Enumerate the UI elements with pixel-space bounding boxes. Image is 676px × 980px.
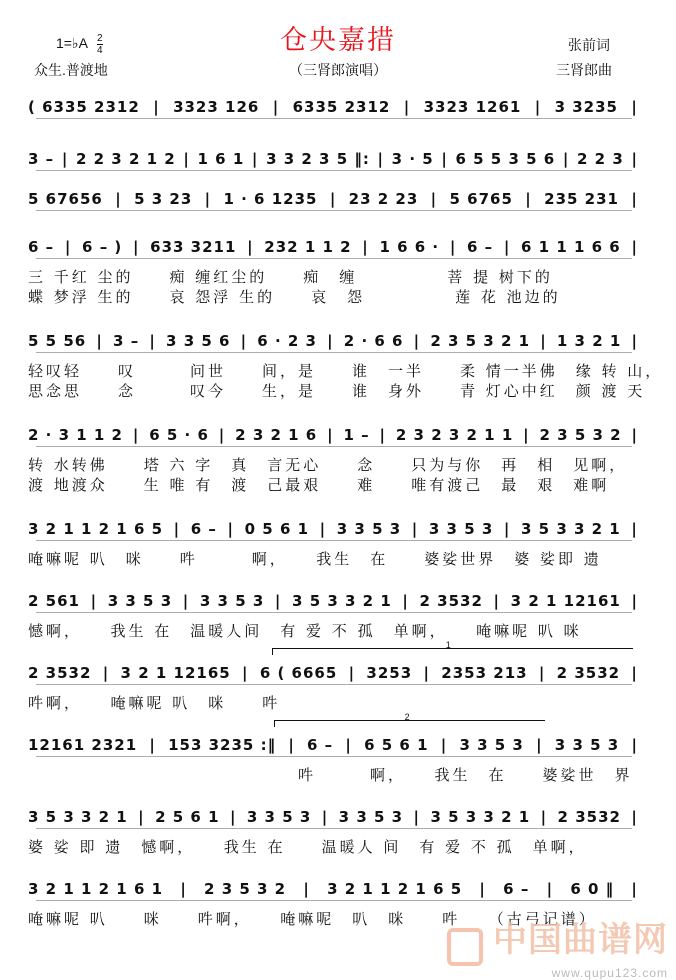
barline: | bbox=[183, 150, 190, 168]
barline: | bbox=[631, 98, 638, 116]
barline: | bbox=[413, 332, 421, 350]
measure: 1 – bbox=[343, 426, 370, 444]
barline: | bbox=[430, 190, 438, 208]
barline: | bbox=[173, 520, 181, 538]
measure: 3 3 5 3 bbox=[554, 736, 620, 754]
lyric-line: 吽啊， 唵嘛呢 叭 咪 吽 bbox=[28, 694, 281, 712]
measure: 232 1 1 2 bbox=[264, 238, 352, 256]
measure: 3 – bbox=[113, 332, 140, 350]
measure: 12161 2321 bbox=[28, 736, 138, 754]
measure: 3 5 3 3 2 1 bbox=[292, 592, 392, 610]
barline: | bbox=[182, 592, 190, 610]
lyric-line: 唵嘛呢 叭 咪 吽 啊， 我生 在 婆娑世界 婆 娑即 遗 bbox=[28, 550, 602, 568]
song-title: 仓央嘉措 bbox=[280, 25, 396, 56]
beam-line bbox=[36, 828, 632, 829]
measure: 1 · 6 1235 bbox=[223, 190, 318, 208]
second-ending-bracket bbox=[274, 712, 545, 727]
measure: 6 – bbox=[466, 238, 494, 256]
barline: | bbox=[479, 880, 486, 898]
beam-line bbox=[36, 540, 632, 541]
barline: | bbox=[345, 736, 352, 754]
barline: | bbox=[493, 592, 501, 610]
measure: 2353 213 bbox=[441, 664, 528, 682]
barline: | bbox=[379, 426, 386, 444]
measure: 5 5 56 bbox=[28, 332, 87, 350]
beam-line bbox=[36, 210, 632, 211]
measure: 6 1 1 1 6 6 bbox=[521, 238, 621, 256]
lyricist-credit: 张前词 bbox=[568, 37, 610, 53]
measure: 3 3 2 3 5 ‖: bbox=[266, 150, 370, 168]
barline: | bbox=[153, 98, 160, 116]
measure: 2 3 2 3 2 1 1 bbox=[395, 426, 514, 444]
music-row bbox=[28, 736, 638, 762]
barline: | bbox=[377, 150, 384, 168]
measure: 2 3 5 3 2 1 bbox=[430, 332, 531, 350]
watermark-logo: 中国曲谱网 bbox=[493, 920, 668, 960]
measure: 3 2 1 1 2 1 6 1 bbox=[28, 880, 164, 898]
measure: 6335 2312 bbox=[292, 98, 391, 116]
barline: | bbox=[229, 808, 237, 826]
site-logo-icon bbox=[447, 928, 483, 966]
measure: 2 3532 bbox=[419, 592, 483, 610]
barline: | bbox=[423, 664, 430, 682]
beam-line bbox=[36, 170, 632, 171]
beam-line bbox=[36, 446, 632, 447]
barline: | bbox=[631, 426, 638, 444]
barline: | bbox=[90, 592, 98, 610]
first-ending-bracket bbox=[272, 640, 633, 655]
barline: | bbox=[631, 592, 638, 610]
barline: | bbox=[327, 332, 334, 350]
barline: | bbox=[61, 150, 69, 168]
measure: 3 3235 bbox=[554, 98, 618, 116]
measure: 6 – bbox=[307, 736, 334, 754]
barline: | bbox=[227, 520, 235, 538]
music-row bbox=[28, 426, 638, 452]
barline: | bbox=[631, 880, 638, 898]
composer-credit: 三肾郎曲 bbox=[556, 62, 612, 78]
barline: | bbox=[251, 150, 259, 168]
barline: | bbox=[523, 426, 530, 444]
measure: 23 2 23 bbox=[348, 190, 419, 208]
measure: 3 3 5 3 bbox=[459, 736, 524, 754]
measure: 6 5 · 6 bbox=[149, 426, 209, 444]
measure: 1 6 6 · bbox=[379, 238, 440, 256]
barline: | bbox=[411, 520, 419, 538]
measure: 6 – bbox=[503, 880, 530, 898]
measure: 3 2 1 12161 bbox=[510, 592, 621, 610]
lyric-line: 唵嘛呢 叭 咪 吽啊， 唵嘛呢 叭 咪 吽 （古弓记谱） bbox=[28, 910, 597, 928]
measure: 3 5 3 3 2 1 bbox=[28, 808, 128, 826]
measure: 3 3 5 3 bbox=[246, 808, 312, 826]
key-value: 1=♭A bbox=[56, 35, 88, 52]
lyric-line: 转 水转佛 塔 六 字 真 言无心 念 只为与你 再 相 见啊， bbox=[28, 456, 628, 474]
measure: 6 – bbox=[28, 238, 55, 256]
music-row bbox=[28, 808, 638, 834]
measure: 2 3 2 1 6 bbox=[235, 426, 318, 444]
barline: | bbox=[540, 808, 548, 826]
barline: | bbox=[538, 664, 546, 682]
barline: | bbox=[303, 880, 310, 898]
barline: | bbox=[132, 426, 140, 444]
measure: 6 – ) bbox=[82, 238, 123, 256]
barline: | bbox=[149, 736, 156, 754]
first-ending-number: 1 bbox=[445, 640, 451, 650]
measure: 2 · 6 6 bbox=[343, 332, 404, 350]
barline: | bbox=[327, 426, 334, 444]
barline: | bbox=[413, 808, 420, 826]
measure: 3 3 5 3 bbox=[199, 592, 265, 610]
music-row bbox=[28, 520, 638, 546]
barline: | bbox=[218, 426, 226, 444]
barline: | bbox=[441, 150, 448, 168]
time-denominator: 4 bbox=[97, 45, 103, 56]
measure: 3323 1261 bbox=[423, 98, 522, 116]
barline: | bbox=[132, 238, 140, 256]
barline: | bbox=[503, 520, 511, 538]
barline: | bbox=[402, 592, 409, 610]
subtitle-left: 众生.普渡地 bbox=[34, 62, 108, 78]
barline: | bbox=[272, 98, 280, 116]
watermark-url: www.qupu123.com bbox=[551, 965, 668, 980]
measure: 3 3 5 6 bbox=[166, 332, 231, 350]
measure: 2 2 3 bbox=[577, 150, 624, 168]
measure: 6 0 ‖ bbox=[570, 880, 615, 898]
barline: | bbox=[329, 190, 337, 208]
measure: 3 2 1 12165 bbox=[120, 664, 231, 682]
measure: 1 3 2 1 bbox=[556, 332, 622, 350]
time-numerator: 2 bbox=[97, 33, 103, 44]
barline: | bbox=[96, 332, 103, 350]
measure: 1 6 1 bbox=[197, 150, 245, 168]
barline: | bbox=[440, 736, 448, 754]
barline: | bbox=[348, 664, 356, 682]
measure: 3 5 3 3 2 1 bbox=[430, 808, 531, 826]
barline: | bbox=[64, 238, 72, 256]
beam-line bbox=[36, 118, 632, 119]
lyric-line: 轻叹轻 叹 问世 间，是 谁 一半 柔 情一半佛 缘 转 山， bbox=[28, 362, 664, 380]
barline: | bbox=[631, 736, 638, 754]
barline: | bbox=[631, 808, 638, 826]
lyric-line: 渡 地渡众 生 唯 有 渡 己最艰 难 唯有渡己 最 艰 难啊 bbox=[28, 476, 610, 494]
measure: 6 – bbox=[190, 520, 217, 538]
music-row bbox=[28, 332, 638, 358]
measure: 6 ( 6665 bbox=[259, 664, 338, 682]
lyric-line: 婆 娑 即 遗 憾啊， 我生 在 温暖人 间 有 爱 不 孤 单啊， bbox=[28, 838, 587, 856]
music-row bbox=[28, 190, 638, 216]
beam-line bbox=[36, 756, 632, 757]
measure: 6 5 5 3 5 6 bbox=[455, 150, 556, 168]
music-row bbox=[28, 592, 638, 618]
barline: | bbox=[631, 520, 638, 538]
barline: | bbox=[631, 332, 638, 350]
measure: 2 3532 bbox=[557, 808, 621, 826]
beam-line bbox=[36, 612, 632, 613]
lyric-line: 思念思 念 叹今 生，是 谁 身外 青 灯心中红 颜 渡 天 bbox=[28, 382, 646, 400]
barline: | bbox=[362, 238, 369, 256]
music-row bbox=[28, 150, 638, 176]
barline: | bbox=[525, 190, 532, 208]
barline: | bbox=[115, 190, 122, 208]
measure: 2 3532 bbox=[28, 664, 92, 682]
barline: | bbox=[536, 736, 543, 754]
barline: | bbox=[319, 520, 327, 538]
measure: 3 3 5 3 bbox=[336, 520, 402, 538]
measure: ( 6335 2312 bbox=[28, 98, 140, 116]
music-row bbox=[28, 664, 638, 690]
measure: 3 · 5 bbox=[391, 150, 434, 168]
barline: | bbox=[180, 880, 187, 898]
barline: | bbox=[288, 736, 295, 754]
barline: | bbox=[403, 98, 411, 116]
lyric-line: 憾啊， 我生 在 温暖人间 有 爱 不 孤 单啊， 唵嘛呢 叭 咪 bbox=[28, 622, 582, 640]
beam-line bbox=[36, 258, 632, 259]
measure: 633 3211 bbox=[150, 238, 237, 256]
barline: | bbox=[247, 238, 254, 256]
performer-credit: （三肾郎演唱） bbox=[289, 62, 387, 78]
measure: 3323 126 bbox=[173, 98, 260, 116]
barline: | bbox=[138, 808, 145, 826]
beam-line bbox=[36, 352, 632, 353]
measure: 2 3532 bbox=[556, 664, 621, 682]
measure: 2 3 5 3 2 bbox=[539, 426, 622, 444]
lyric-line: 三 千红 尘的 痴 缠红尘的 痴 缠 菩 提 树下的 bbox=[28, 268, 553, 286]
measure: 153 3235 :‖ bbox=[168, 736, 277, 754]
barline: | bbox=[240, 332, 248, 350]
measure: 2 3 5 3 2 bbox=[204, 880, 287, 898]
measure: 3 2 1 1 2 1 6 5 bbox=[28, 520, 164, 538]
measure: 2 2 3 2 1 2 bbox=[75, 150, 176, 168]
barline: | bbox=[449, 238, 457, 256]
barline: | bbox=[631, 150, 638, 168]
music-row bbox=[28, 880, 638, 906]
site-watermark bbox=[447, 912, 668, 980]
barline: | bbox=[102, 664, 110, 682]
barline: | bbox=[631, 664, 638, 682]
barline: | bbox=[242, 664, 249, 682]
key-signature bbox=[56, 33, 103, 56]
measure: 3 5 3 3 2 1 bbox=[521, 520, 621, 538]
measure: 5 3 23 bbox=[134, 190, 193, 208]
barline: | bbox=[562, 150, 570, 168]
measure: 3 3 5 3 bbox=[107, 592, 173, 610]
measure: 3 3 5 3 bbox=[428, 520, 494, 538]
beam-line bbox=[36, 684, 632, 685]
measure: 6 5 6 1 bbox=[364, 736, 429, 754]
measure: 2 561 bbox=[28, 592, 80, 610]
lyric-line: 蝶 梦浮 生的 哀 怨浮 生的 哀 怨 莲 花 池边的 bbox=[28, 288, 561, 306]
measure: 5 6765 bbox=[449, 190, 513, 208]
measure: 3253 bbox=[366, 664, 413, 682]
barline: | bbox=[503, 238, 511, 256]
measure: 0 5 6 1 bbox=[244, 520, 310, 538]
measure: 6 · 2 3 bbox=[257, 332, 317, 350]
measure: 235 231 bbox=[544, 190, 619, 208]
lyric-line: 吽 啊， 我生 在 婆娑世 界 bbox=[28, 766, 633, 784]
music-row bbox=[28, 238, 638, 264]
measure: 2 · 3 1 1 2 bbox=[28, 426, 123, 444]
measure: 2 5 6 1 bbox=[155, 808, 220, 826]
barline: | bbox=[534, 98, 542, 116]
second-ending-number: 2 bbox=[404, 712, 410, 722]
measure: 3 2 1 1 2 1 6 5 bbox=[327, 880, 463, 898]
measure: 3 3 5 3 bbox=[338, 808, 404, 826]
barline: | bbox=[631, 238, 638, 256]
barline: | bbox=[149, 332, 156, 350]
measure: 3 – bbox=[28, 150, 55, 168]
barline: | bbox=[546, 880, 554, 898]
barline: | bbox=[274, 592, 282, 610]
barline: | bbox=[321, 808, 329, 826]
measure: 5 67656 bbox=[28, 190, 103, 208]
time-signature bbox=[97, 33, 103, 56]
beam-line bbox=[36, 900, 632, 901]
barline: | bbox=[204, 190, 212, 208]
barline: | bbox=[631, 190, 638, 208]
barline: | bbox=[540, 332, 547, 350]
music-row bbox=[28, 98, 638, 124]
